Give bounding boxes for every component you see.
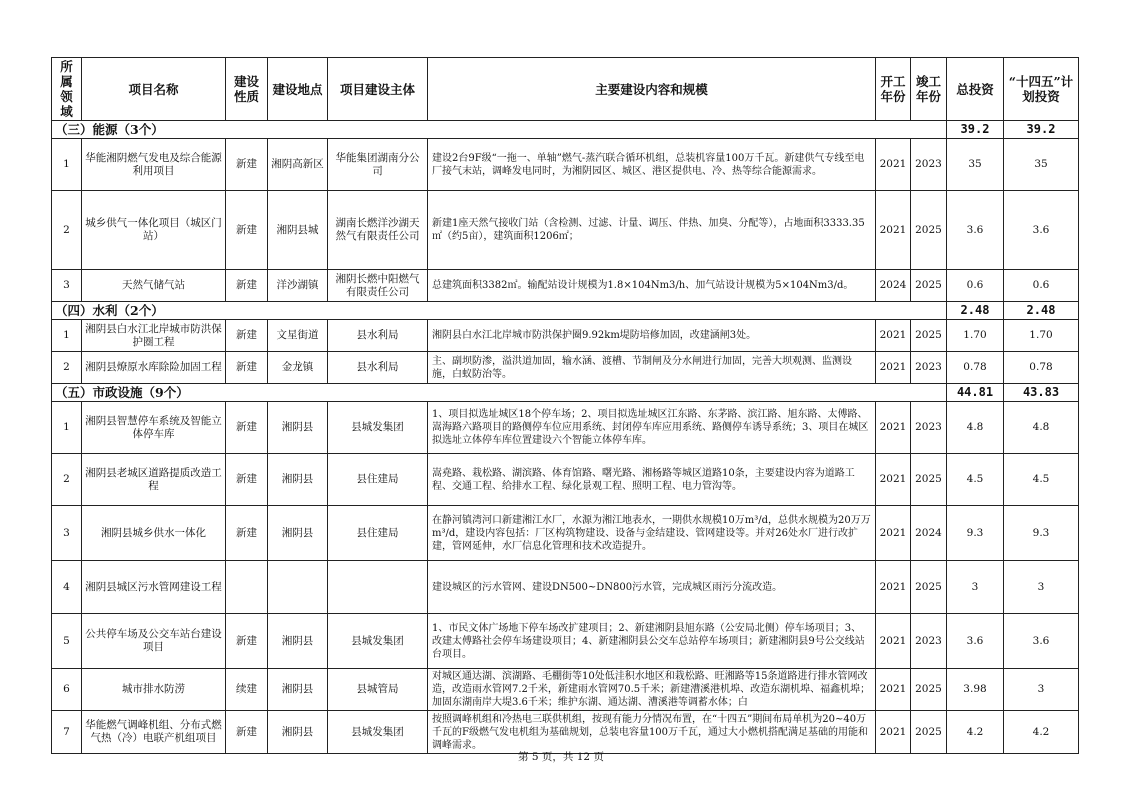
plan-investment: 0.78: [1004, 352, 1079, 384]
project-name: 城市排水防涝: [82, 669, 226, 711]
project-name: 湘阴县城区污水管网建设工程: [82, 561, 226, 614]
construction-location: 湘阴县城: [268, 191, 328, 270]
section-total: 44.81: [947, 384, 1004, 402]
project-name: 天然气储气站: [82, 270, 226, 302]
table-row: [52, 270, 1079, 302]
table-row: [52, 561, 1079, 614]
construction-nature: 新建: [226, 711, 268, 754]
header-domain: 所属领域: [52, 58, 82, 121]
project-owner: 县水利局: [328, 320, 428, 352]
plan-investment: 3: [1004, 669, 1079, 711]
construction-location: [268, 561, 328, 614]
table-row: [52, 614, 1079, 669]
row-number: 4: [52, 561, 82, 614]
end-year: 2025: [911, 561, 947, 614]
project-name: 湘阴县燎原水库除险加固工程: [82, 352, 226, 384]
construction-location: 湘阴县: [268, 614, 328, 669]
total-investment: 0.6: [947, 270, 1004, 302]
total-investment: 35: [947, 139, 1004, 191]
start-year: 2021: [876, 454, 911, 506]
total-investment: 3.6: [947, 191, 1004, 270]
start-year: 2024: [876, 270, 911, 302]
total-investment: 1.70: [947, 320, 1004, 352]
construction-content: 总建筑面积3382㎡。输配站设计规模为1.8×104Nm3/h、加气站设计规模为5×104Nm3/d。: [428, 270, 876, 302]
construction-content: 主、副坝防渗，溢洪道加固，输水涵、渡槽、节制闸及分水闸进行加固，完善大坝观测、监测设施，白蚁防治等。: [428, 352, 876, 384]
row-number: 3: [52, 270, 82, 302]
section-title: （五）市政设施（9个）: [52, 384, 947, 402]
row-number: 5: [52, 614, 82, 669]
plan-investment: 4.2: [1004, 711, 1079, 754]
row-number: 2: [52, 454, 82, 506]
project-owner: [328, 561, 428, 614]
plan-investment: 3.6: [1004, 191, 1079, 270]
construction-nature: 新建: [226, 139, 268, 191]
total-investment: 4.2: [947, 711, 1004, 754]
construction-nature: 新建: [226, 352, 268, 384]
start-year: 2021: [876, 139, 911, 191]
row-number: 1: [52, 139, 82, 191]
construction-nature: 新建: [226, 614, 268, 669]
project-name: 湘阴县老城区道路提质改造工程: [82, 454, 226, 506]
construction-content: 新建1座天然气接收门站（含检测、过滤、计量、调压、伴热、加臭、分配等），占地面积3333.35㎡（约5亩），建筑面积1206㎡；: [428, 191, 876, 270]
header-end: 竣工年份: [911, 58, 947, 121]
construction-location: 洋沙湖镇: [268, 270, 328, 302]
project-name: 华能湘阴燃气发电及综合能源利用项目: [82, 139, 226, 191]
page-footer: 第 5 页，共 12 页: [518, 751, 604, 763]
construction-location: 湘阴县: [268, 711, 328, 754]
section-plan: 2.48: [1004, 302, 1079, 320]
header-start: 开工年份: [876, 58, 911, 121]
project-owner: 县城管局: [328, 669, 428, 711]
construction-location: 湘阴高新区: [268, 139, 328, 191]
construction-content: 1、项目拟选址城区18个停车场；2、项目拟选址城区江东路、东茅路、滨江路、旭东路、太傅路、嵩海路六路项目的路侧停车位应用系统、封闭停车库应用系统、路侧停车诱导系统；3、项目在城区拟选址立体停车库位置建设六个智能立体停车库。: [428, 402, 876, 454]
plan-investment: 4.5: [1004, 454, 1079, 506]
project-name: 城乡供气一体化项目（城区门站）: [82, 191, 226, 270]
plan-investment: 4.8: [1004, 402, 1079, 454]
row-number: 3: [52, 506, 82, 561]
end-year: 2023: [911, 139, 947, 191]
section-plan: 43.83: [1004, 384, 1079, 402]
project-owner: 湖南长燃洋沙湖天然气有限责任公司: [328, 191, 428, 270]
table-row: [52, 669, 1079, 711]
section-plan: 39.2: [1004, 121, 1079, 139]
start-year: 2021: [876, 191, 911, 270]
project-owner: 县城发集团: [328, 614, 428, 669]
end-year: 2024: [911, 506, 947, 561]
total-investment: 9.3: [947, 506, 1004, 561]
total-investment: 3: [947, 561, 1004, 614]
header-content: 主要建设内容和规模: [428, 58, 876, 121]
end-year: 2025: [911, 711, 947, 754]
plan-investment: 1.70: [1004, 320, 1079, 352]
start-year: 2021: [876, 352, 911, 384]
header-name: 项目名称: [82, 58, 226, 121]
table-header-row: [52, 58, 1079, 121]
construction-content: 在静河镇湾河口新建湘江水厂，水源为湘江地表水，一期供水规模10万m³/d，总供水规模为20万万m³/d，建设内容包括：厂区构筑物建设、设备与金结建设、管网建设等。并对26处水厂进行改扩建，管网延伸，水厂信息化管理和技术改造提升。: [428, 506, 876, 561]
total-investment: 0.78: [947, 352, 1004, 384]
construction-nature: 新建: [226, 191, 268, 270]
project-owner: 县水利局: [328, 352, 428, 384]
header-total: 总投资: [947, 58, 1004, 121]
construction-location: 湘阴县: [268, 506, 328, 561]
section-total: 2.48: [947, 302, 1004, 320]
header-plan: “十四五”计划投资: [1004, 58, 1079, 121]
table-row: [52, 352, 1079, 384]
construction-content: 1、市民文体广场地下停车场改扩建项目；2、新建湘阴县旭东路（公安局北侧）停车场项目；3、改建太傅路社会停车场建设项目；4、新建湘阴县公交车总站停车场项目；新建湘阴县9号公交线站台项目。: [428, 614, 876, 669]
table-row: [52, 191, 1079, 270]
construction-location: 湘阴县: [268, 669, 328, 711]
end-year: 2023: [911, 402, 947, 454]
section-title: （四）水利（2个）: [52, 302, 947, 320]
header-nature: 建设性质: [226, 58, 268, 121]
project-name: 华能燃气调峰机组、分布式燃气热（冷）电联产机组项目: [82, 711, 226, 754]
header-owner: 项目建设主体: [328, 58, 428, 121]
row-number: 2: [52, 352, 82, 384]
table-row: [52, 454, 1079, 506]
section-row: [52, 384, 1079, 402]
plan-investment: 35: [1004, 139, 1079, 191]
end-year: 2025: [911, 669, 947, 711]
construction-content: 嵩堯路、栽松路、湖滨路、体育馆路、曙光路、湘杨路等城区道路10条，主要建设内容为道路工程、交通工程、给排水工程、绿化景观工程、照明工程、电力管沟等。: [428, 454, 876, 506]
table-row: [52, 139, 1079, 191]
table-row: [52, 711, 1079, 754]
header-location: 建设地点: [268, 58, 328, 121]
section-row: [52, 121, 1079, 139]
table-row: [52, 506, 1079, 561]
project-owner: 县城发集团: [328, 402, 428, 454]
table-body: [52, 121, 1079, 754]
start-year: 2021: [876, 320, 911, 352]
project-name: 湘阴县智慧停车系统及智能立体停车库: [82, 402, 226, 454]
construction-nature: 新建: [226, 506, 268, 561]
construction-nature: [226, 561, 268, 614]
end-year: 2025: [911, 270, 947, 302]
plan-investment: 0.6: [1004, 270, 1079, 302]
plan-investment: 9.3: [1004, 506, 1079, 561]
construction-content: 建设2台9F级“一拖一、单轴”燃气-蒸汽联合循环机组，总装机容量100万千瓦。新建供气专线至电厂接气末站，调峰发电同时，为湘阴园区、城区、港区提供电、冷、热等综合能源需求。: [428, 139, 876, 191]
table-row: [52, 402, 1079, 454]
start-year: 2021: [876, 669, 911, 711]
construction-nature: 续建: [226, 669, 268, 711]
construction-nature: 新建: [226, 402, 268, 454]
project-table: [51, 57, 1079, 754]
start-year: 2021: [876, 614, 911, 669]
start-year: 2021: [876, 506, 911, 561]
project-owner: 县城发集团: [328, 711, 428, 754]
project-owner: 湘阴长燃中阳燃气有限责任公司: [328, 270, 428, 302]
end-year: 2025: [911, 191, 947, 270]
project-owner: 县住建局: [328, 454, 428, 506]
plan-investment: 3.6: [1004, 614, 1079, 669]
end-year: 2025: [911, 454, 947, 506]
total-investment: 4.8: [947, 402, 1004, 454]
section-title: （三）能源（3个）: [52, 121, 947, 139]
construction-content: 建设城区的污水管网、建设DN500~DN800污水管，完成城区雨污分流改造。: [428, 561, 876, 614]
end-year: 2023: [911, 614, 947, 669]
construction-location: 湘阴县: [268, 402, 328, 454]
total-investment: 3.98: [947, 669, 1004, 711]
table-row: [52, 320, 1079, 352]
project-owner: 华能集团湖南分公司: [328, 139, 428, 191]
start-year: 2021: [876, 561, 911, 614]
project-name: 公共停车场及公交车站台建设项目: [82, 614, 226, 669]
project-name: 湘阴县城乡供水一体化: [82, 506, 226, 561]
construction-nature: 新建: [226, 454, 268, 506]
project-owner: 县住建局: [328, 506, 428, 561]
row-number: 1: [52, 402, 82, 454]
row-number: 7: [52, 711, 82, 754]
start-year: 2021: [876, 711, 911, 754]
construction-location: 文星街道: [268, 320, 328, 352]
end-year: 2023: [911, 352, 947, 384]
construction-content: 按照调峰机组和冷热电三联供机组，按现有能力分情况布置，在“十四五”期间布局单机为20~40万千瓦的F级燃气发电机组为基础规划，总装电容量100万千瓦，通过大小燃机搭配满足基础的用能和调峰需求。: [428, 711, 876, 754]
total-investment: 3.6: [947, 614, 1004, 669]
section-total: 39.2: [947, 121, 1004, 139]
row-number: 2: [52, 191, 82, 270]
project-name: 湘阴县白水江北岸城市防洪保护圈工程: [82, 320, 226, 352]
construction-location: 金龙镇: [268, 352, 328, 384]
construction-nature: 新建: [226, 270, 268, 302]
section-row: [52, 302, 1079, 320]
plan-investment: 3: [1004, 561, 1079, 614]
row-number: 6: [52, 669, 82, 711]
construction-location: 湘阴县: [268, 454, 328, 506]
total-investment: 4.5: [947, 454, 1004, 506]
row-number: 1: [52, 320, 82, 352]
construction-nature: 新建: [226, 320, 268, 352]
construction-content: 对城区通达湖、滨湖路、毛棚街等10处低洼积水地区和栽松路、旺湘路等15条道路进行排水管网改造，改造雨水管网7.2千米，新建雨水管网70.5千米；新建漕溪港机埠、改造东湖机埠、福鑫机埠；加固东湖南岸大堤3.6千米；维护东湖、通达湖、漕溪港等调蓄水体；白: [428, 669, 876, 711]
construction-content: 湘阴县白水江北岸城市防洪保护圈9.92km堤防培修加固，改建涵闸3处。: [428, 320, 876, 352]
start-year: 2021: [876, 402, 911, 454]
end-year: 2025: [911, 320, 947, 352]
